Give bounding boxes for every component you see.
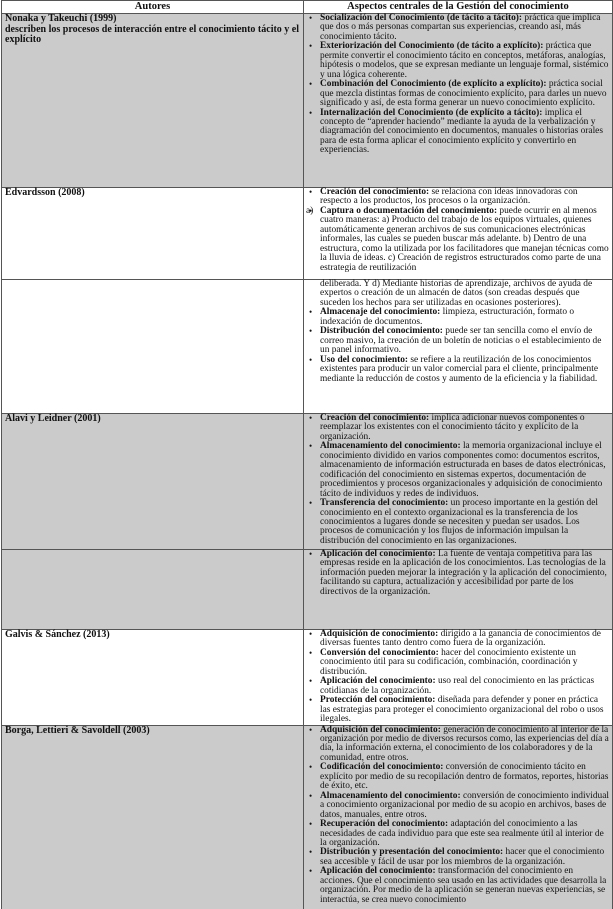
item-description: implica adicionar nuevos componentes o reemplazar los existentes con el conocimiento tácito y explícito de la organización. <box>320 413 585 442</box>
list-item <box>320 726 609 764</box>
item-term: Socialización del Conocimiento (de tácito a tácito): <box>320 13 523 23</box>
table-row <box>2 280 613 414</box>
aspects-list <box>307 14 609 156</box>
list-item <box>320 792 609 820</box>
list-item <box>320 442 609 499</box>
table-row <box>2 188 613 280</box>
item-description: puede ocurrir en al menos cuatro maneras: a) Producto del trabajo de los equipos virtuales, quienes automáticamente generan archivos de sus comunicaciones electrónicas informales, las cuales se pueden buscar más adelante. b) Dentro de una estructura, como la utilizada por los facilitadores que manejan técnicas como la lluvia de ideas. c) Creación de registros estructurados como parte de una estrategia de reutilización <box>320 205 609 273</box>
item-description: diseñada para defender y poner en práctica las estrategias para proteger el conocimiento organizacional del robo o usos ilegales. <box>320 695 604 725</box>
list-item <box>306 205 609 273</box>
aspects-cell <box>304 280 613 414</box>
author-description: describen los procesos de interacción entre el conocimiento tácito y el explícito <box>5 23 300 45</box>
table-row <box>2 550 613 630</box>
item-term: Aplicación del conocimiento: <box>320 549 436 559</box>
list-item <box>320 867 609 905</box>
item-description: hacer que el conocimiento sea accesible y fácil de usar por los miembros de la organización. <box>320 847 605 867</box>
list-item <box>320 327 609 355</box>
item-description: puede ser tan sencilla como el envío de correo masivo, la creación de un boletín de noticias o el establecimiento de un panel informativo. <box>320 326 602 356</box>
item-description: adaptación del conocimiento a las necesidades de cada individuo para que este sea realmente útil al interior de la organización. <box>320 819 604 848</box>
author-name: Galvis & Sánchez (2013) <box>5 629 110 640</box>
list-item <box>320 414 609 442</box>
aspects-list <box>307 726 609 906</box>
table-row <box>2 725 613 909</box>
author-name: Alavi y Leidner (2001) <box>5 413 101 424</box>
item-description: la memoria organizacional incluye el conocimiento dividido en varios componentes como: documentos escritos, almacenamiento de información estructurada en bases de datos electrónicas, codificación del conocimiento en sistemas expertos, documentación de procedimientos y procesos organizacionales y adquisición de conocimiento tácito de individuos y redes de individuos. <box>320 441 606 499</box>
aspects-list <box>307 414 609 546</box>
item-description: hacer del conocimiento existente un conocimiento útil para su codificación, combinación, coordinación y distribución. <box>320 647 578 677</box>
item-description: conversión de conocimiento individual a conocimiento organizacional por medio de su acopio en archivos, bases de datos, manuales, entre otros. <box>320 790 610 820</box>
aspects-cell <box>304 14 613 188</box>
list-item <box>320 109 609 156</box>
author-name: Borga, Lettieri & Savoldell (2003) <box>5 724 150 736</box>
item-term: Uso del conocimiento: <box>320 354 409 365</box>
knowledge-management-table <box>1 0 613 909</box>
list-item <box>320 820 609 848</box>
aspects-cell <box>304 188 613 280</box>
header-autores: Autores <box>2 1 304 14</box>
list-item <box>320 677 609 696</box>
list-item <box>320 499 609 546</box>
aspects-list <box>307 280 609 384</box>
item-description: deliberada. Y d) Mediante historias de aprendizaje, archivos de ayuda de expertos o creación de un almacén de datos (son creadas después que suceden los hechos para ser utilizadas en ocasiones posteriores). <box>320 279 593 308</box>
list-item <box>320 308 609 327</box>
author-cell <box>2 188 304 280</box>
list-item <box>320 550 609 597</box>
item-description: práctica que permite convertir el conocimiento tácito en conceptos, metáforas, analogías, hipótesis o modelos, que se expresan mediante un lenguaje formal, sistémico y una lógica coherente. <box>320 41 609 80</box>
item-term: Aplicación del conocimiento: <box>320 866 436 877</box>
list-item <box>320 763 609 791</box>
item-term: Recuperación del conocimiento: <box>320 819 449 830</box>
item-term: Distribución del conocimiento: <box>320 326 443 337</box>
item-term: Protección del conocimiento: <box>320 695 436 706</box>
item-description: práctica que implica que dos o más personas compartan sus experiencias, creando así, más conocimiento tácito. <box>320 13 601 42</box>
aspects-cell <box>304 550 613 630</box>
item-term: Exteriorización del Conocimiento (de tácito a explícito): <box>320 41 544 52</box>
item-description: transformación del conocimiento en acciones. Que el conocimiento sea usado en las actividades que desarrolla la organización. Por medio de la aplicación se generan nuevas experiencias, se interactúa, se crea nuevo conocimiento <box>320 866 607 905</box>
item-term: Almacenamiento del conocimiento: <box>320 441 461 452</box>
list-item <box>320 280 609 308</box>
item-term: Distribución y presentación del conocimiento: <box>320 847 504 858</box>
item-term: Combinación del Conocimiento (de explícito a explícito): <box>320 79 547 90</box>
author-cell <box>2 725 304 909</box>
aspects-list <box>307 188 609 273</box>
aspects-cell <box>304 725 613 909</box>
item-description: uso real del conocimiento en las prácticas cotidianas de la organización. <box>320 676 595 696</box>
item-term: Codificación del conocimiento: <box>320 762 444 773</box>
item-description: implica el concepto de “aprender haciendo” mediante la ayuda de la verbalización y diagramación del conocimiento en documentos, manuales o historias orales para de esta forma aplicar el conocimiento explícito y convertirlo en experiencias. <box>320 107 603 156</box>
item-description: conversión de conocimiento tácito en explícito por medio de su recopilación dentro de formatos, reportes, historias de éxito, etc. <box>320 762 609 792</box>
item-term: Adquisición de conocimiento: <box>320 629 439 639</box>
item-description: La fuente de ventaja competitiva para las empresas reside en la aplicación de los conocimientos. Las tecnologías de la información pueden mejorar la integración y la aplicación del conocimiento, facilitando su captura, actualización y accesibilidad por parte de los directivos de la organización. <box>320 549 607 597</box>
header-aspectos: Aspectos centrales de la Gestión del conocimiento <box>304 1 613 14</box>
list-item <box>320 42 609 80</box>
item-term: Conversión del conocimiento: <box>320 647 439 658</box>
item-term: Transferencia del conocimiento: <box>320 498 449 509</box>
author-name: Edvardsson (2008) <box>5 187 85 198</box>
item-description: generación de conocimiento al interior de la organización por medio de diversos recursos como, las experiencias del día a día, la información externa, el conocimiento de los colaboradores y de la comunidad, entre otros. <box>320 724 609 763</box>
list-item <box>320 649 609 677</box>
author-cell <box>2 550 304 630</box>
item-description: un proceso importante en la gestión del conocimiento en el contexto organizacional es la transferencia de los conocimientos a lugares donde se necesiten y puedan ser usados. Los procesos de comunicación y los flujos de información impulsan la distribución del conocimiento en las organizaciones. <box>320 498 598 546</box>
aspects-cell <box>304 630 613 726</box>
item-term: Aplicación del conocimiento: <box>320 676 436 687</box>
list-item <box>320 356 609 384</box>
list-item <box>320 80 609 108</box>
author-cell <box>2 414 304 550</box>
author-name: Nonaka y Takeuchi (1999) <box>5 13 117 24</box>
list-item <box>320 848 609 867</box>
list-item <box>320 188 609 207</box>
table-row <box>2 630 613 726</box>
item-term: Internalización del Conocimiento (de explícito a tácito): <box>320 107 543 118</box>
item-description: limpieza, estructuración, formato o indexación de documentos. <box>320 307 575 327</box>
author-cell <box>2 280 304 414</box>
list-item <box>320 696 609 724</box>
item-term: Almacenamiento del conocimiento: <box>320 790 461 801</box>
aspects-list <box>307 630 609 725</box>
item-description: dirigido a la ganancia de conocimientos de diversas fuentes tanto dentro como fuera de la organización. <box>320 629 601 649</box>
item-term: Creación del conocimiento: <box>320 187 430 197</box>
author-cell <box>2 14 304 188</box>
table-row <box>2 414 613 550</box>
item-term: Captura o documentación del conocimiento: <box>320 205 498 216</box>
item-description: se refiere a la reutilización de los conocimientos existentes para producir un valor comercial para el cliente, principalmente mediante la reducción de costos y aumento de la eficiencia y la fiabilidad. <box>320 354 598 384</box>
author-cell <box>2 630 304 726</box>
item-marker: • a) <box>306 205 314 216</box>
list-item <box>320 14 609 42</box>
list-item <box>320 630 609 649</box>
table-header-row <box>2 1 613 14</box>
aspects-list <box>307 550 609 597</box>
aspects-cell <box>304 414 613 550</box>
item-term: Creación del conocimiento: <box>320 413 430 423</box>
item-description: práctica social que mezcla distintas formas de conocimiento explícito, para darles un nuevo significado y así, de esta forma generar un nuevo conocimiento explícito. <box>320 79 607 109</box>
item-term: Almacenaje del conocimiento: <box>320 307 441 318</box>
item-description: se relaciona con ideas innovadoras con respecto a los productos, los procesos o la organización. <box>320 187 578 207</box>
table-row <box>2 14 613 188</box>
item-term: Adquisición del conocimiento: <box>320 724 441 735</box>
